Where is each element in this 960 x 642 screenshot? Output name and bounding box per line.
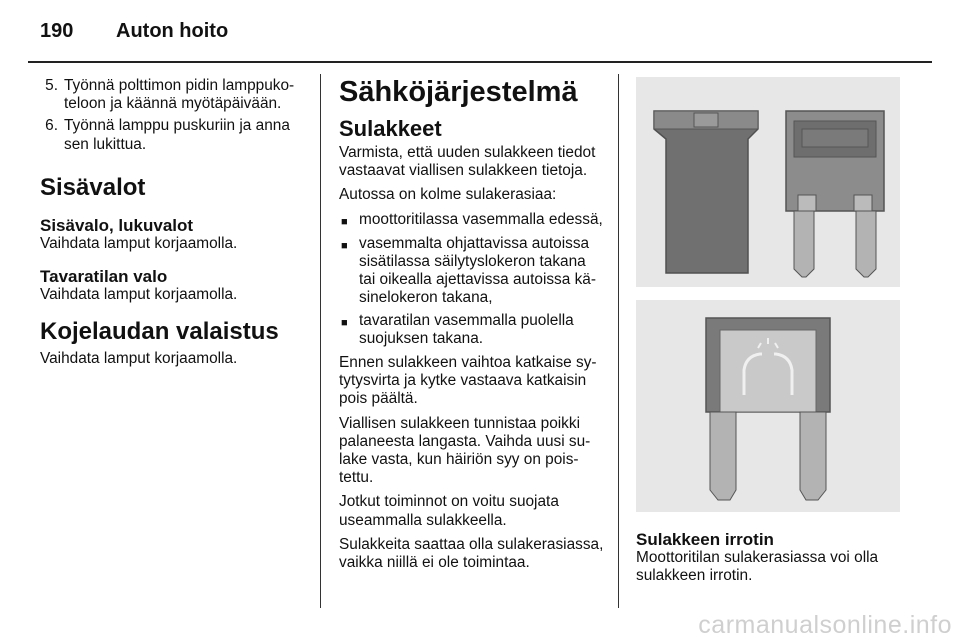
bullet-icon: ■ [341, 316, 348, 329]
step-number: 5. [45, 77, 58, 94]
column-divider-1 [320, 74, 321, 608]
list-item: ■ moottoritilassa vasemmalla edessä, [339, 211, 605, 231]
section-heading-sisavalot: Sisävalot [40, 173, 146, 201]
paragraph: Viallisen sulakkeen tunnistaa poikki palaneesta langasta. Vaihda uusi sulake vasta, kun häiriön syy on poistettu. [339, 414, 591, 487]
right-column [636, 530, 906, 591]
header-rule [28, 61, 932, 63]
paragraph: Jotkut toiminnot on voitu suojata useammalla sulakkeella. [339, 493, 559, 529]
blown-fuse-figure [636, 300, 900, 512]
fuse-front-view [786, 111, 884, 277]
bullet-icon: ■ [341, 215, 348, 228]
body-text: Moottoritilan sulakerasiassa voi olla sulakkeen irrotin. [636, 549, 879, 585]
section-title-sahkojarjestelma: Sähköjärjestelmä [339, 76, 578, 108]
step-number: 6. [45, 117, 58, 135]
paragraph: Ennen sulakkeen vaihtoa katkaise sytytysvirta ja kytke vastaava katkaisin pois päältä. [339, 354, 597, 408]
page-number: 190 [40, 20, 74, 42]
subheading-tavaratilan-valo: Tavaratilan valo [40, 267, 168, 287]
step-list [40, 77, 308, 154]
chapter-title: Auton hoito [116, 20, 229, 42]
subheading-sisavalo: Sisävalo, lukuvalot [40, 215, 194, 235]
fuse-comparison-figure [636, 77, 900, 287]
subsection-title-sulakkeet: Sulakkeet [339, 116, 442, 141]
middle-column [339, 76, 605, 578]
body-text: Vaihdata lamput korjaamolla. [40, 350, 238, 368]
paragraph: Varmista, että uuden sulakkeen tiedot vastaavat viallisen sulakkeen tietoja. [339, 144, 596, 180]
step-text: Työnnä polttimon pidin lamppukoteloon ja käännä myötäpäivään. [64, 77, 295, 113]
body-text: Vaihdata lamput korjaamolla. [40, 234, 238, 252]
blown-fuse-illustration [636, 300, 900, 512]
list-item: ■ vasemmalta ohjattavissa autoissa sisätilassa säilytyslokeron takana tai oikealla ajettavissa autoissa käsinelokeron takana, [341, 234, 596, 307]
watermark: carmanualsonline.info [698, 611, 952, 639]
body-text: Vaihdata lamput korjaamolla. [40, 286, 238, 304]
fuse-side-view [654, 111, 758, 273]
fuse-box-list [339, 211, 605, 348]
list-item: ■ tavaratilan vasemmalla puolella suojuksen takana. [341, 311, 574, 347]
fuse-pair-illustration [636, 77, 900, 287]
paragraph: Autossa on kolme sulakerasiaa: [339, 186, 557, 204]
step-item [40, 77, 308, 113]
section-heading-kojelaudan: Kojelaudan valaistus [40, 318, 279, 346]
column-divider-2 [618, 74, 619, 608]
subheading-sulakkeen-irrotin: Sulakkeen irrotin [636, 530, 774, 549]
bullet-icon: ■ [341, 239, 348, 252]
step-text: Työnnä lamppu puskuriin ja anna sen lukittua. [64, 117, 290, 153]
step-item [40, 117, 308, 153]
left-column [40, 77, 308, 374]
paragraph: Sulakkeita saattaa olla sulakerasiassa, vaikka niillä ei ole toimintaa. [339, 535, 604, 572]
